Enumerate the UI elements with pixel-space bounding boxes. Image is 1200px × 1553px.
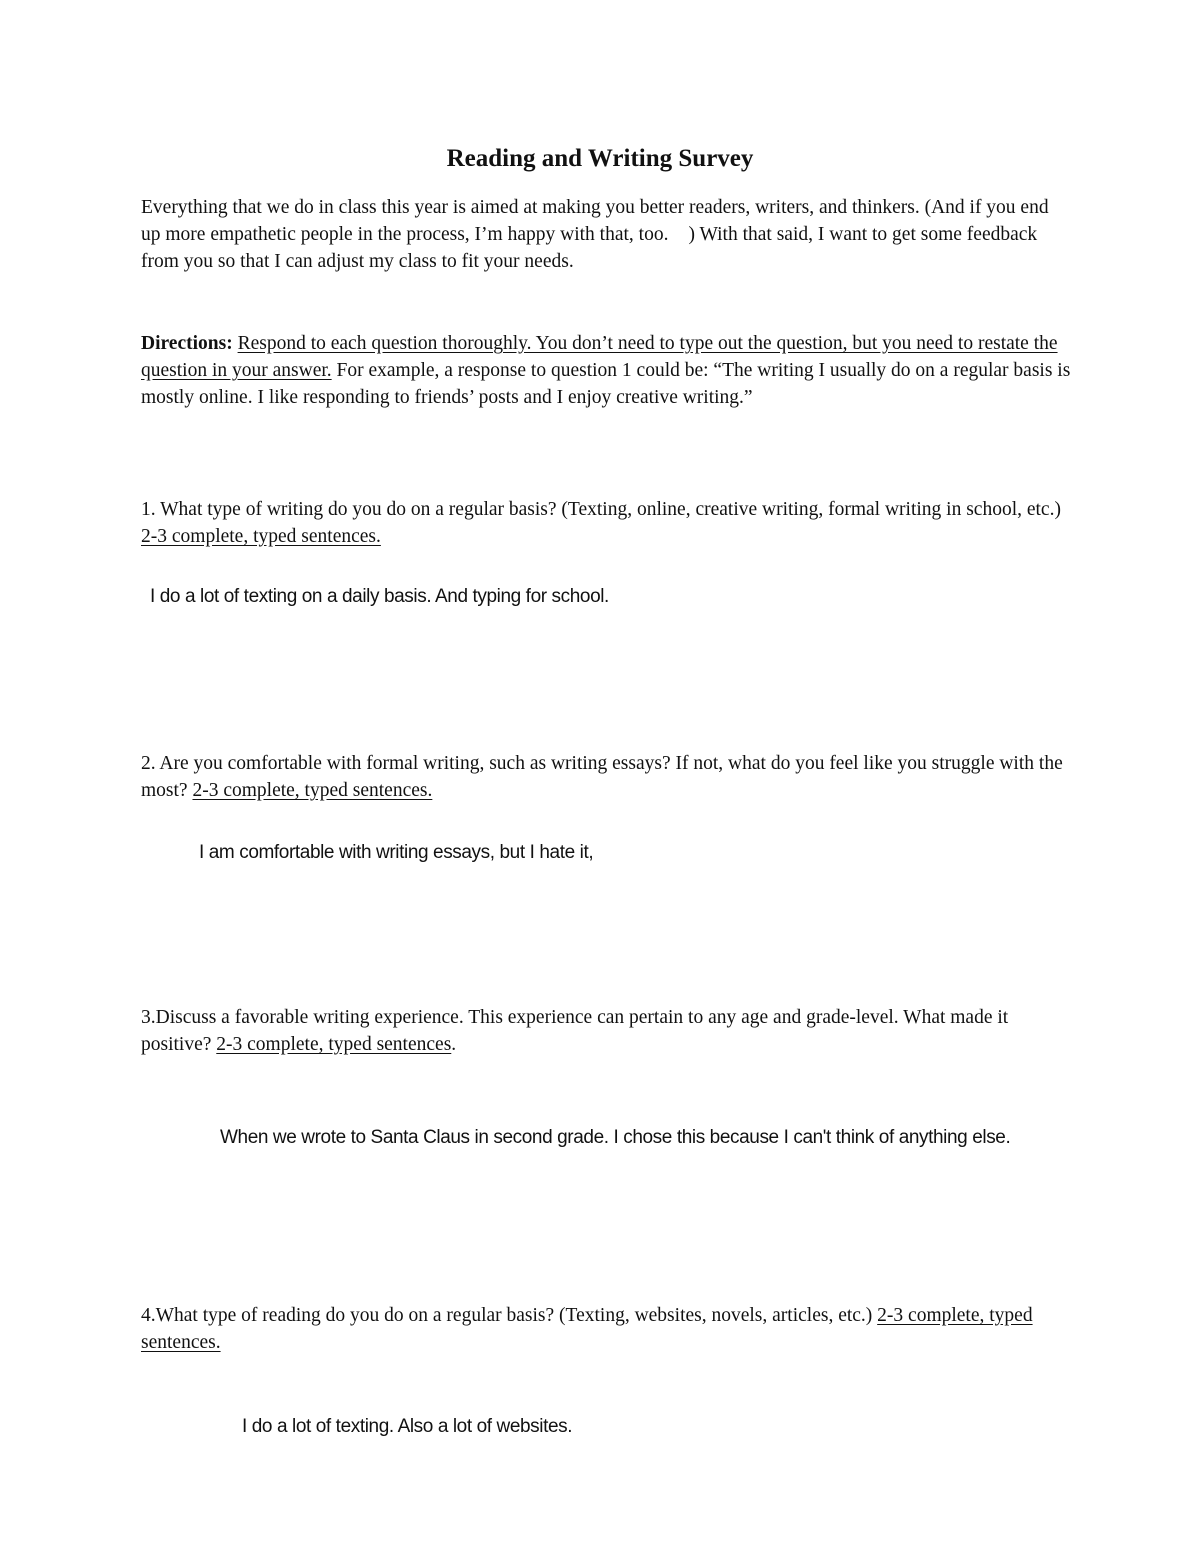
question-3-text: 3.Discuss a favorable writing experience. This experience can pertain to any age and grade-level. What made it positive? xyxy=(141,1007,1009,1055)
answer-3[interactable]: When we wrote to Santa Claus in second grade. I chose this because I can't think of anything else. xyxy=(220,1127,1011,1148)
question-4 xyxy=(141,1302,1061,1356)
question-3 xyxy=(141,1004,1071,1058)
question-1-requirement: 2-3 complete, typed sentences. xyxy=(141,526,381,547)
question-1-text: 1. What type of writing do you do on a regular basis? (Texting, online, creative writing, formal writing in school, etc.) xyxy=(141,499,1061,520)
question-2 xyxy=(141,750,1071,804)
question-1 xyxy=(141,496,1071,550)
question-2-text: 2. Are you comfortable with formal writing, such as writing essays? If not, what do you feel like you struggle with the most? xyxy=(141,753,1063,801)
directions-instructions: Respond to each question thoroughly. You don’t need to type out the question, but you need to restate the question in your answer. xyxy=(141,333,1058,381)
directions-example: For example, a response to question 1 could be: “The writing I usually do on a regular basis is mostly online. I like responding to friends’ posts and I enjoy creative writing.” xyxy=(141,360,1071,408)
intro-paragraph: Everything that we do in class this year is aimed at making you better readers, writers, and thinkers. (And if you end up more empathetic people in the process, I’m happy with that, too. ) With that said, I want to get some feedback from you so that I can adjust my class to fit your needs. xyxy=(141,197,1065,272)
answer-2[interactable]: I am comfortable with writing essays, but I hate it, xyxy=(199,842,594,863)
question-4-text: 4.What type of reading do you do on a regular basis? (Texting, websites, novels, articles, etc.) xyxy=(141,1305,873,1326)
document-title: Reading and Writing Survey xyxy=(446,145,754,172)
question-3-requirement-period: . xyxy=(451,1034,457,1055)
answer-4[interactable]: I do a lot of texting. Also a lot of websites. xyxy=(242,1416,573,1437)
question-4-requirement: 2-3 complete, typed sentences. xyxy=(141,1305,1033,1353)
directions-paragraph xyxy=(141,330,1071,411)
directions-label: Directions: xyxy=(141,333,233,354)
question-3-requirement: 2-3 complete, typed sentences xyxy=(216,1034,452,1055)
answer-1[interactable]: I do a lot of texting on a daily basis. And typing for school. xyxy=(150,586,609,607)
question-2-requirement: 2-3 complete, typed sentences. xyxy=(192,780,433,801)
